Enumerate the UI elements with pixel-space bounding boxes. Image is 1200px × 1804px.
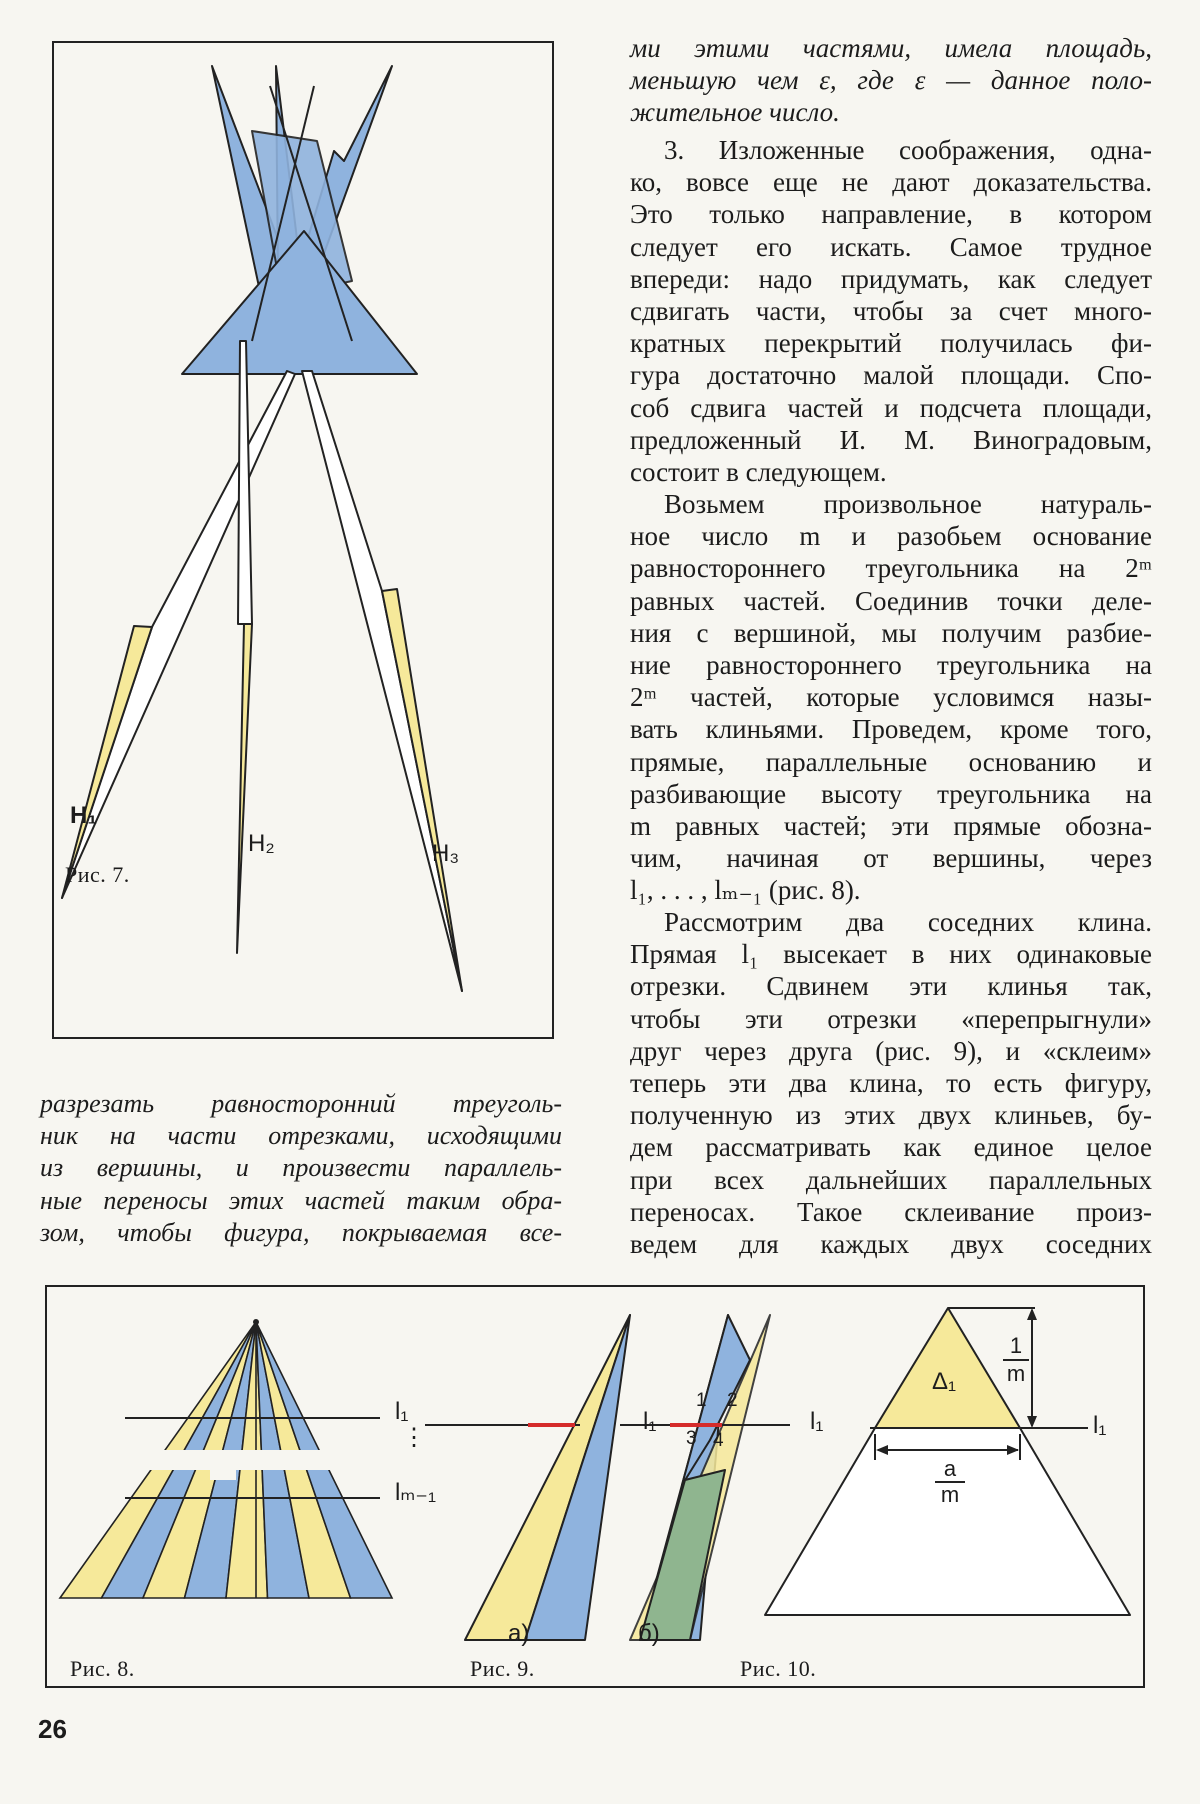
text-line: сдвигать части, чтобы за счет много- [630, 295, 1152, 326]
fig9-region-2: 2 [727, 1390, 738, 1411]
paragraph-2 [630, 488, 1152, 906]
fig7-caption: Рис. 7. [65, 862, 130, 887]
text-line: m равных частей; эти прямые обозна- [630, 810, 1152, 841]
figure-8 [60, 1300, 400, 1620]
fig7-wedge-h2-top [238, 341, 252, 624]
text-line: разрезать равносторонний треуголь- [40, 1089, 562, 1118]
fig10-frac-bot-num: a [943, 1456, 957, 1481]
text-line: прямые, параллельные основанию и [630, 746, 1152, 777]
text-line: ми этими частями, имела площадь, [630, 33, 1152, 63]
text-line: ние равностороннего треугольника на [630, 649, 1152, 680]
fig10-frac-bot-den: m [935, 1481, 965, 1507]
fig7-wedge-h2 [237, 624, 252, 953]
fig9-region-4: 4 [713, 1430, 724, 1451]
section-3 [630, 134, 1152, 488]
text-line: друг через друга (рис. 9), и «склеим» [630, 1035, 1152, 1066]
text-line: теперь эти два клина, то есть фигуру, [630, 1067, 1152, 1098]
text-line: Прямая l₁ высекает в них одинаковые [630, 939, 1152, 970]
fig10-label-l1: l₁ [1093, 1412, 1107, 1439]
fig9a-label-l1: l₁ [643, 1408, 657, 1435]
text-line: отрезки. Сдвинем эти клинья так, [630, 971, 1152, 1002]
figure-9 [470, 1300, 810, 1640]
text-line: разбивающие высоту треугольника на [630, 778, 1152, 809]
fig7-wedge-h3-tip [382, 589, 462, 991]
fig7-label-h3: H₃ [432, 840, 460, 867]
fig9-region-3: 3 [686, 1428, 697, 1449]
fig7-wedge-h1-tip [62, 626, 152, 898]
text-line: гура достаточно малой площади. Спо- [630, 360, 1152, 391]
text-line: следует его искать. Самое трудное [630, 231, 1152, 262]
fig10-delta-label: Δ₁ [932, 1368, 957, 1395]
fig7-wedge-h3 [302, 371, 462, 991]
fig9a-wedge-blue [525, 1315, 630, 1640]
fig9-sublabel-a: а) [508, 1620, 530, 1647]
text-line: при всех дальнейших параллельных [630, 1164, 1152, 1195]
fig9-region-1: 1 [696, 1390, 707, 1411]
text-line: полученную из этих двух клиньев, бу- [630, 1100, 1152, 1131]
text-line: из вершины, и произвести параллель- [40, 1153, 562, 1183]
text-line: чим, начиная от вершины, через [630, 843, 1152, 874]
fig8-label-lm1: lₘ₋₁ [395, 1479, 437, 1506]
fig7-label-h2: H₂ [248, 830, 275, 857]
fig9-sublabel-b: б) [638, 1620, 660, 1647]
text-line: чтобы эти отрезки «перепрыгнули» [630, 1003, 1152, 1034]
text-line: Возьмем произвольное натураль- [664, 489, 1152, 519]
text-line: равностороннего треугольника на 2ᵐ [630, 553, 1152, 584]
text-line: дем рассматривать как единое целое [630, 1132, 1152, 1163]
text-line: зом, чтобы фигура, покрываемая все- [40, 1217, 562, 1247]
text-line: ное число m и разобьем основание [630, 521, 1152, 552]
text-line: равных частей. Соединив точки деле- [630, 585, 1152, 616]
text-line: Это только направление, в котором [630, 199, 1152, 230]
fig9-caption: Рис. 9. [470, 1656, 535, 1681]
text-line: ник на части отрезками, исходящими [40, 1121, 562, 1151]
fig10-frac-top-den: m [1003, 1359, 1029, 1387]
figure-7 [52, 41, 554, 1039]
fig8-dots: ⋮ [402, 1424, 426, 1451]
text-line: ния с вершиной, мы получим разбие- [630, 617, 1152, 648]
text-line: 2ᵐ частей, которые условимся назы- [630, 682, 1152, 713]
fig9b-label-l1: l₁ [810, 1408, 824, 1435]
text-line: ведем для каждых двух соседних [630, 1228, 1152, 1259]
text-line: l₁, . . . , lₘ₋₁ (рис. 8). [630, 875, 861, 906]
paragraph-3 [630, 906, 1152, 1260]
fig8-apex [253, 1319, 259, 1325]
text-line: Рассмотрим два соседних клина. [664, 907, 1152, 937]
text-line: переносах. Такое склеивание произ- [630, 1196, 1152, 1227]
text-line: вать клиньями. Проведем, кроме того, [630, 714, 1152, 745]
fig7-label-h1: H₁ [70, 802, 98, 829]
text-line: меньшую чем ε, где ε — данное поло- [630, 65, 1152, 96]
fig10-fraction-height [1003, 1333, 1029, 1387]
text-line: ные переносы этих частей таким обра- [40, 1185, 562, 1215]
fig8-label-l1: l₁ [395, 1398, 409, 1425]
text-line: кратных перекрытий получилась фи- [630, 328, 1152, 359]
fig7-base-triangle [182, 231, 417, 374]
text-line: впереди: надо придумать, как следует [630, 263, 1152, 294]
fig9b-green-overlap [640, 1470, 725, 1640]
fig10-caption: Рис. 10. [740, 1656, 817, 1681]
top-intro [630, 32, 1152, 129]
page-number: 26 [38, 1714, 67, 1744]
text-line: соб сдвига частей и подсчета площади, [630, 392, 1152, 423]
text-line: жительное число. [630, 97, 840, 128]
text-line: 3. Изложенные соображения, одна- [664, 135, 1152, 165]
left-italic-paragraph [40, 1088, 562, 1249]
fig10-frac-top-num: 1 [1009, 1333, 1023, 1358]
text-line: предложенный И. М. Виноградовым, [630, 424, 1152, 455]
text-line: состоит в следующем. [630, 456, 887, 487]
fig10-fraction-base [935, 1457, 965, 1507]
fig8-caption: Рис. 8. [70, 1656, 135, 1681]
text-line: ко, вовсе еще не дают доказательства. [630, 167, 1152, 198]
